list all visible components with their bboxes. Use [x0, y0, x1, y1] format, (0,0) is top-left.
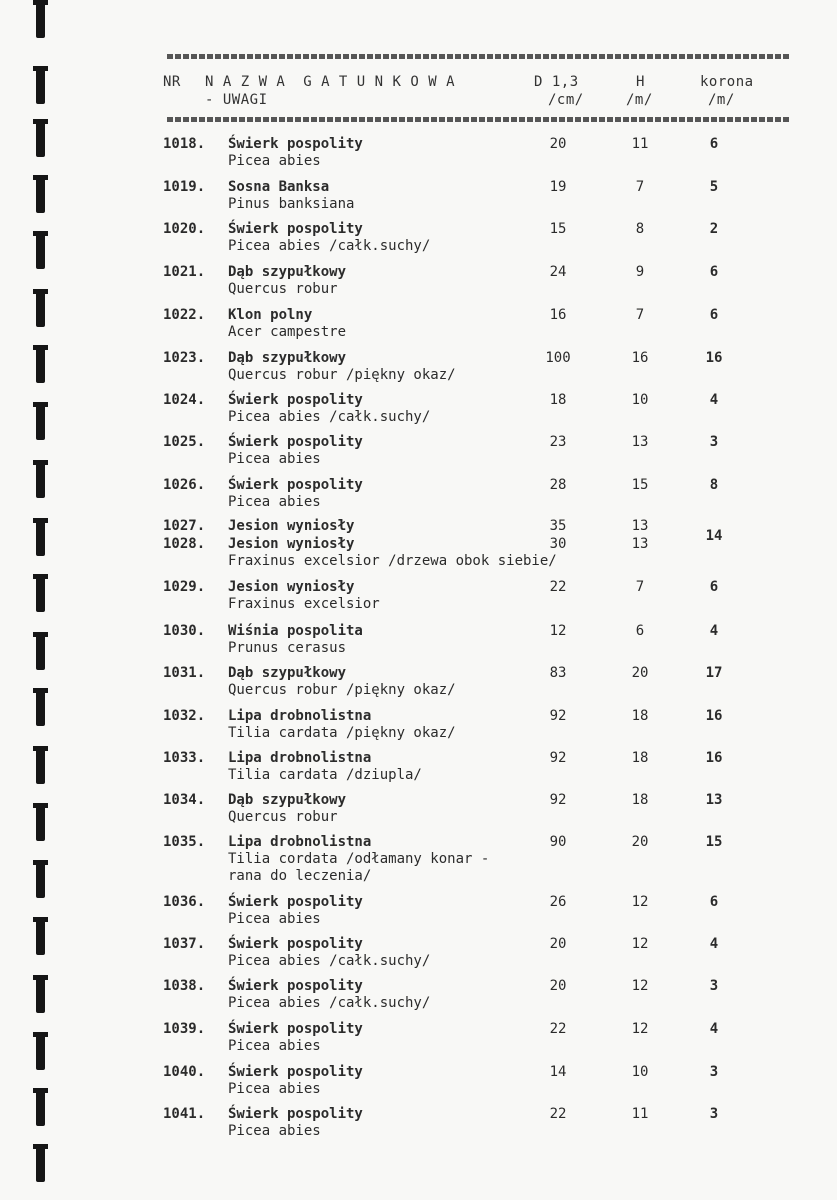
latin-name: Fraxinus excelsior /drzewa obok siebie/ [228, 553, 557, 569]
polish-name: Klon polny [228, 307, 313, 323]
diameter-value: 24 [549, 264, 567, 280]
polish-name: Świerk pospolity [228, 221, 363, 237]
tree-number: 1021. [163, 264, 206, 280]
tree-number: 1040. [163, 1064, 206, 1080]
height-value: 20 [631, 665, 649, 681]
latin-name: Tilia cordata /odłamany konar - [228, 851, 490, 867]
crown-value: 3 [709, 434, 719, 450]
tree-number: 1030. [163, 623, 206, 639]
tree-number: 1033. [163, 750, 206, 766]
crown-value: 17 [705, 665, 723, 681]
latin-name: Tilia cardata /dziupla/ [228, 767, 422, 783]
crown-value: 6 [709, 579, 719, 595]
diameter-value: 20 [549, 136, 567, 152]
crown-value: 14 [705, 528, 723, 544]
height-value: 20 [631, 834, 649, 850]
height-value: 12 [631, 978, 649, 994]
latin-name: Fraxinus excelsior [228, 596, 380, 612]
diameter-value: 22 [549, 1106, 567, 1122]
latin-name: Quercus robur [228, 281, 338, 297]
header-diameter: D 1,3 [534, 74, 579, 90]
diameter-value: 92 [549, 708, 567, 724]
polish-name: Świerk pospolity [228, 477, 363, 493]
tree-number: 1034. [163, 792, 206, 808]
latin-name: Picea abies /całk.suchy/ [228, 995, 431, 1011]
crown-value: 8 [709, 477, 719, 493]
polish-name: Wiśnia pospolita [228, 623, 363, 639]
latin-name: Picea abies [228, 494, 321, 510]
latin-name: Prunus cerasus [228, 640, 347, 656]
latin-name: Pinus banksiana [228, 196, 355, 212]
tree-number: 1038. [163, 978, 206, 994]
tree-number: 1020. [163, 221, 206, 237]
polish-name: Dąb szypułkowy [228, 264, 347, 280]
crown-value: 16 [705, 708, 723, 724]
polish-name: Świerk pospolity [228, 434, 363, 450]
tree-number: 1025. [163, 434, 206, 450]
height-value: 18 [631, 792, 649, 808]
tree-entry [0, 350, 837, 390]
polish-name: Świerk pospolity [228, 1064, 363, 1080]
diameter-value: 19 [549, 179, 567, 195]
tree-number: 1029. [163, 579, 206, 595]
height-value: 12 [631, 894, 649, 910]
latin-name: Picea abies [228, 1081, 321, 1097]
tree-entry [0, 936, 837, 976]
height-value: 10 [631, 392, 649, 408]
latin-name: Quercus robur [228, 809, 338, 825]
header-height-unit: /m/ [626, 92, 653, 108]
header-crown-unit: /m/ [708, 92, 735, 108]
latin-name: Picea abies [228, 1123, 321, 1139]
diameter-value: 18 [549, 392, 567, 408]
tree-entry [0, 834, 837, 884]
crown-value: 2 [709, 221, 719, 237]
tree-number: 1036. [163, 894, 206, 910]
polish-name: Sosna Banksa [228, 179, 330, 195]
polish-name: Świerk pospolity [228, 936, 363, 952]
header-notes: - UWAGI [205, 92, 268, 108]
height-value: 18 [631, 750, 649, 766]
polish-name: Świerk pospolity [228, 978, 363, 994]
latin-name: Picea abies /całk.suchy/ [228, 953, 431, 969]
tree-number: 1035. [163, 834, 206, 850]
tree-entry [0, 894, 837, 934]
crown-value: 6 [709, 136, 719, 152]
crown-value: 6 [709, 264, 719, 280]
polish-name: Jesion wyniosły [228, 579, 355, 595]
crown-value: 4 [709, 936, 719, 952]
tree-number: 1031. [163, 665, 206, 681]
height-value: 13 [631, 434, 649, 450]
polish-name: Jesion wyniosły [228, 518, 355, 534]
crown-value: 16 [705, 750, 723, 766]
header-crown: korona [700, 74, 754, 90]
crown-value: 5 [709, 179, 719, 195]
height-value: 7 [635, 179, 645, 195]
crown-value: 6 [709, 894, 719, 910]
diameter-value: 35 [549, 518, 567, 534]
header-dashed-rule [167, 117, 791, 122]
tree-number: 1026. [163, 477, 206, 493]
tree-entry [0, 136, 837, 176]
height-value: 18 [631, 708, 649, 724]
header-nr: NR [163, 74, 181, 90]
tree-entry [0, 477, 837, 517]
crown-value: 13 [705, 792, 723, 808]
crown-value: 6 [709, 307, 719, 323]
height-value: 11 [631, 136, 649, 152]
tree-entry [0, 307, 837, 347]
latin-name: Picea abies /całk.suchy/ [228, 409, 431, 425]
height-value: 15 [631, 477, 649, 493]
polish-name: Lipa drobnolistna [228, 750, 372, 766]
tree-number: 1028. [163, 536, 206, 552]
height-value: 10 [631, 1064, 649, 1080]
header-species-name: N A Z W A G A T U N K O W A [205, 74, 456, 90]
tree-entry [0, 579, 837, 619]
crown-value: 3 [709, 978, 719, 994]
tree-entry [0, 221, 837, 261]
polish-name: Lipa drobnolistna [228, 708, 372, 724]
tree-number: 1024. [163, 392, 206, 408]
diameter-value: 14 [549, 1064, 567, 1080]
polish-name: Świerk pospolity [228, 136, 363, 152]
tree-number: 1018. [163, 136, 206, 152]
tree-entry [0, 665, 837, 705]
top-dashed-rule [167, 54, 791, 59]
diameter-value: 83 [549, 665, 567, 681]
polish-name: Świerk pospolity [228, 1021, 363, 1037]
tree-entry [0, 708, 837, 748]
diameter-value: 20 [549, 936, 567, 952]
latin-name: Acer campestre [228, 324, 347, 340]
diameter-value: 15 [549, 221, 567, 237]
polish-name: Dąb szypułkowy [228, 665, 347, 681]
height-value: 8 [635, 221, 645, 237]
polish-name: Świerk pospolity [228, 894, 363, 910]
height-value: 12 [631, 936, 649, 952]
diameter-value: 23 [549, 434, 567, 450]
height-value: 16 [631, 350, 649, 366]
diameter-value: 26 [549, 894, 567, 910]
tree-number: 1039. [163, 1021, 206, 1037]
tree-entry [0, 1106, 837, 1146]
tree-number: 1037. [163, 936, 206, 952]
tree-entry [0, 750, 837, 790]
crown-value: 3 [709, 1106, 719, 1122]
diameter-value: 16 [549, 307, 567, 323]
polish-name: Lipa drobnolistna [228, 834, 372, 850]
tree-entry [0, 264, 837, 304]
crown-value: 15 [705, 834, 723, 850]
latin-name: Quercus robur /piękny okaz/ [228, 682, 456, 698]
tree-number: 1019. [163, 179, 206, 195]
header-height: H [636, 74, 645, 90]
crown-value: 3 [709, 1064, 719, 1080]
height-value: 7 [635, 579, 645, 595]
diameter-value: 20 [549, 978, 567, 994]
tree-number: 1027. [163, 518, 206, 534]
polish-name: Dąb szypułkowy [228, 792, 347, 808]
tree-entry [0, 1064, 837, 1104]
diameter-value: 28 [549, 477, 567, 493]
height-value: 13 [631, 536, 649, 552]
tree-number: 1023. [163, 350, 206, 366]
diameter-value: 100 [545, 350, 571, 366]
tree-number: 1022. [163, 307, 206, 323]
height-value: 7 [635, 307, 645, 323]
tree-entry [0, 1021, 837, 1061]
tree-number: 1032. [163, 708, 206, 724]
tree-pair-crown [0, 528, 837, 548]
height-value: 12 [631, 1021, 649, 1037]
crown-value: 4 [709, 623, 719, 639]
height-value: 9 [635, 264, 645, 280]
height-value: 13 [631, 518, 649, 534]
latin-name: Tilia cardata /piękny okaz/ [228, 725, 456, 741]
diameter-value: 22 [549, 579, 567, 595]
diameter-value: 92 [549, 750, 567, 766]
height-value: 11 [631, 1106, 649, 1122]
diameter-value: 92 [549, 792, 567, 808]
latin-name: Picea abies [228, 911, 321, 927]
diameter-value: 22 [549, 1021, 567, 1037]
tree-entry [0, 978, 837, 1018]
tree-entry [0, 792, 837, 832]
latin-name: Picea abies /całk.suchy/ [228, 238, 431, 254]
height-value: 6 [635, 623, 645, 639]
polish-name: Świerk pospolity [228, 1106, 363, 1122]
crown-value: 16 [705, 350, 723, 366]
tree-number: 1041. [163, 1106, 206, 1122]
latin-name: Picea abies [228, 153, 321, 169]
latin-name: Picea abies [228, 1038, 321, 1054]
diameter-value: 90 [549, 834, 567, 850]
polish-name: Świerk pospolity [228, 392, 363, 408]
crown-value: 4 [709, 1021, 719, 1037]
polish-name: Jesion wyniosły [228, 536, 355, 552]
tree-entry [0, 179, 837, 219]
tree-entry [0, 434, 837, 474]
diameter-value: 30 [549, 536, 567, 552]
latin-name: Picea abies [228, 451, 321, 467]
diameter-value: 12 [549, 623, 567, 639]
tree-entry [0, 623, 837, 663]
latin-name: Quercus robur /piękny okaz/ [228, 367, 456, 383]
header-diameter-unit: /cm/ [548, 92, 584, 108]
tree-entry [0, 392, 837, 432]
polish-name: Dąb szypułkowy [228, 350, 347, 366]
crown-value: 4 [709, 392, 719, 408]
latin-name-continued: rana do leczenia/ [228, 868, 372, 884]
